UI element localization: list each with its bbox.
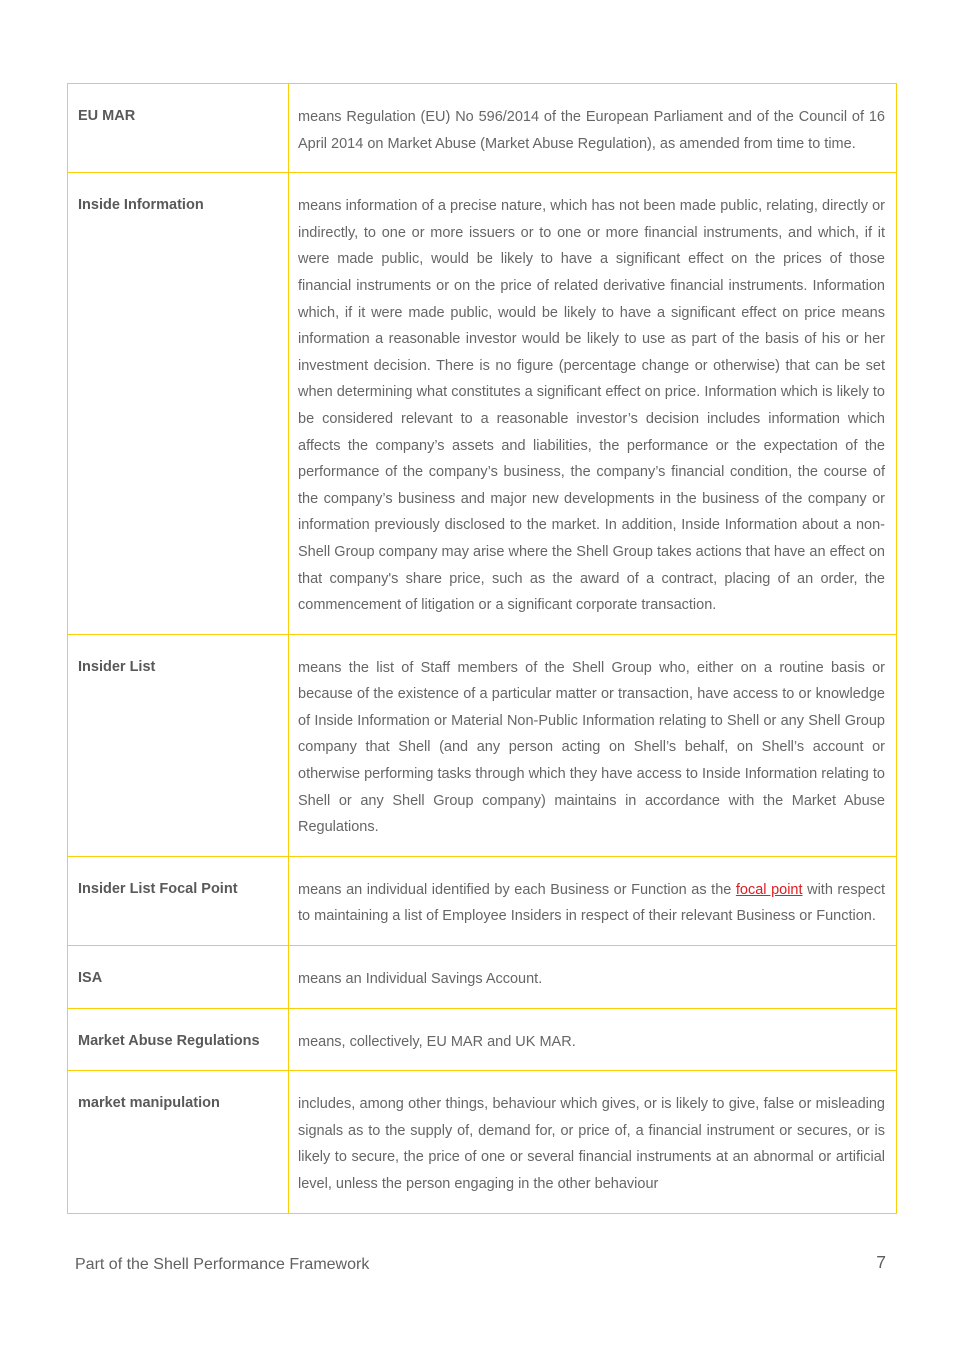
table-row: [68, 856, 897, 945]
term-insider-list: Insider List: [68, 634, 289, 856]
table-row: [68, 1008, 897, 1071]
definition-isa: [289, 946, 897, 1009]
definition-text: means, collectively, EU MAR and UK MAR.: [298, 1033, 576, 1050]
definition-insider-list-focal-point: [289, 856, 897, 945]
definition-text: means an Individual Savings Account.: [298, 971, 543, 988]
term-market-manipulation: market manipulation: [68, 1071, 289, 1213]
table-row: [68, 173, 897, 635]
definitions-table: [67, 83, 897, 1214]
definition-text: means information of a precise nature, which has not been made public, relating, directly or indirectly, to one or more issuers or to one or more financial instruments, and which, if it were made public, would be likely to have a significant effect on the prices of those financial instruments or on the price of related derivative financial instruments. Information which, if it were made public, would be likely to have a significant effect on price means information a reasonable investor would be likely to use as part of the basis of his or her investment decision. There is no figure (percentage change or otherwise) that can be set when determining what constitutes a significant effect on price. Information which is likely to be considered relevant to a reasonable investor’s decision includes information which affects the company’s assets and liabilities, the performance or the expectation of the performance of the company’s business, the company’s financial condition, the course of the company’s business and major new developments in the business of the company or information previously disclosed to the market. In addition, Inside Information about a non-Shell Group company may arise where the Shell Group takes actions that have an effect on that company's share price, such as the award of a contract, placing of an order, the commencement of litigation or a significant corporate transaction.: [298, 198, 885, 614]
definition-insider-list: [289, 634, 897, 856]
focal-point-link[interactable]: focal point: [735, 881, 803, 898]
definition-text-after-link: with respect to maintaining a list of Employee Insiders in respect of their relevant Business or Function.: [298, 881, 885, 925]
table-row: [68, 946, 897, 1009]
term-insider-list-focal-point: Insider List Focal Point: [68, 856, 289, 945]
table-row: [68, 634, 897, 856]
definition-market-manipulation: [289, 1071, 897, 1213]
term-market-abuse-regulations: Market Abuse Regulations: [68, 1008, 289, 1071]
table-row: [68, 1071, 897, 1213]
table-row: [68, 84, 897, 173]
term-isa: ISA: [68, 946, 289, 1009]
definition-text-before-link: means an individual identified by each Business or Function as the: [298, 881, 736, 898]
definition-text: includes, among other things, behaviour which gives, or is likely to give, false or misleading signals as to the supply of, demand for, or price of, a financial instrument or secures, or is likely to secure, the price of one or several financial instruments at an abnormal or artificial level, unless the person engaging in the other behaviour: [298, 1096, 885, 1192]
term-inside-information: Inside Information: [68, 173, 289, 635]
definition-text: [298, 877, 885, 930]
definition-text: means the list of Staff members of the Shell Group who, either on a routine basis or because of the existence of a particular matter or transaction, have access to or knowledge of Inside Information or Material Non-Public Information relating to Shell or any Shell Group company that Shell (and any person acting on Shell’s behalf, on Shell’s account or otherwise performing tasks through which they have access to Inside Information relating to Shell or any Shell Group company) maintains in accordance with the Market Abuse Regulations.: [298, 659, 885, 836]
page-number: 7: [876, 1252, 886, 1272]
definition-eu-mar: [289, 84, 897, 173]
definition-market-abuse-regulations: [289, 1008, 897, 1071]
definition-text: means Regulation (EU) No 596/2014 of the European Parliament and of the Council of 16 April 2014 on Market Abuse (Market Abuse Regulation), as amended from time to time.: [298, 109, 885, 152]
definition-inside-information: [289, 173, 897, 635]
footer-text: Part of the Shell Performance Framework: [75, 1256, 370, 1273]
term-eu-mar: EU MAR: [68, 84, 289, 173]
